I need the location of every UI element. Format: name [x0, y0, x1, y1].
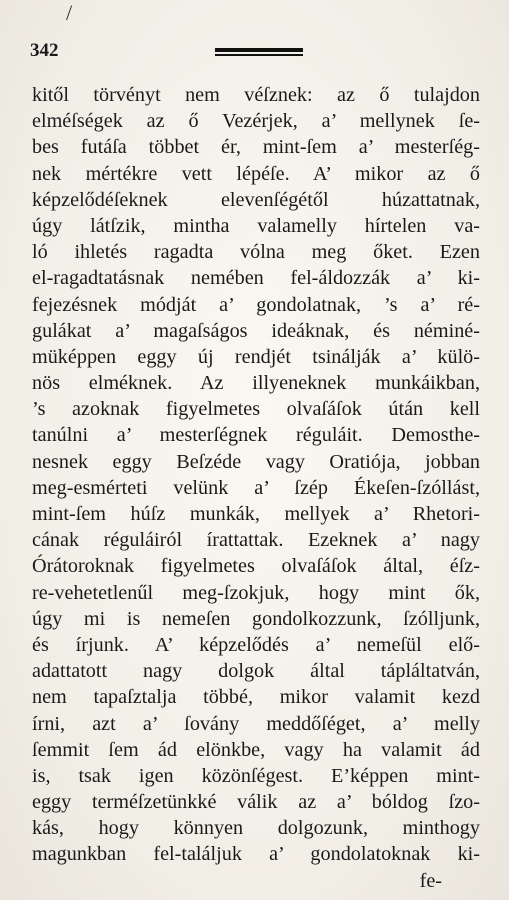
margin-mark: /	[66, 0, 73, 25]
page-number: 342	[30, 40, 59, 61]
text-line: cának réguláiról írattattak. Ezeknek a’ nagy	[32, 529, 480, 552]
body-text	[32, 82, 480, 894]
text-line: müképpen eggy új rendjét tsinálják a’ külö-	[32, 345, 480, 368]
text-line: meg-esmérteti velünk a’ ſzép Ékeſen-ſzóllást,	[32, 476, 480, 499]
text-line: és írjunk. A’ képzelődés a’ nemeſül elő-	[32, 633, 480, 656]
text-line: Órátoroknak figyelmetes olvaſáſok által, éſz-	[32, 555, 480, 578]
header-rule-thin	[215, 54, 303, 56]
text-line: adattatott nagy dolgok által tápláltatván,	[32, 660, 480, 683]
text-line: nek mértékre vett lépéſe. A’ mikor az ő	[32, 162, 480, 185]
text-line: úgy látſzik, mintha valamelly hírtelen va-	[32, 214, 480, 237]
text-line: is, tsak igen közönſégest. E’képpen mint-	[32, 764, 480, 787]
text-line: magunkban fel-találjuk a’ gondolatoknak ki-	[32, 843, 480, 866]
text-line: ſemmit ſem ád elönkbe, vagy ha valamit ád	[32, 738, 480, 761]
text-line: nem tapaſztalja többé, mikor valamit kezd	[32, 686, 480, 709]
text-line: eggy terméſzetünkké válik az a’ bóldog ſzo-	[32, 791, 480, 814]
text-line: tanúlni a’ mesterſégnek réguláit. Demosthe-	[32, 424, 480, 447]
catchword: fe-	[419, 869, 442, 892]
text-line: mint-ſem húſz munkák, mellyek a’ Rhetori-	[32, 503, 480, 525]
text-line: nös elméknek. Az illyeneknek munkáikban,	[32, 372, 480, 395]
text-line: el-ragadtatásnak nemében fel-áldozzák a’ ki-	[32, 267, 480, 290]
text-line: írni, azt a’ ſovány meddőſéget, a’ melly	[32, 712, 480, 735]
text-line: kitől törvényt nem véſznek: az ő tulajdon	[32, 84, 480, 106]
text-line: elméſségek az ő Vezérjek, a’ mellynek ſe-	[32, 110, 480, 133]
text-line: ló ihletés ragadta vólna meg őket. Ezen	[32, 241, 480, 264]
text-line: fejezésnek módját a’ gondolatnak, ’s a’ ré-	[32, 293, 480, 316]
text-line: re-vehetetlenűl meg-ſzokjuk, hogy mint ők,	[32, 581, 480, 604]
text-line: kás, hogy könnyen dolgozunk, minthogy	[32, 817, 480, 840]
text-line: képzelődéſeknek elevenſégétől húzattatnak,	[32, 188, 480, 211]
header-rule	[215, 48, 303, 58]
text-line: úgy mi is nemeſen gondolkozzunk, ſzólljunk,	[32, 607, 480, 630]
text-line: ’s azoknak figyelmetes olvaſáſok útán kell	[32, 398, 480, 421]
text-line: gulákat a’ magaſságos ideáknak, és néminé-	[32, 319, 480, 342]
text-line: bes futáſa többet ér, mint-ſem a’ mesterſég-	[32, 136, 480, 159]
text-line: nesnek eggy Beſzéde vagy Oratiója, jobban	[32, 450, 480, 473]
